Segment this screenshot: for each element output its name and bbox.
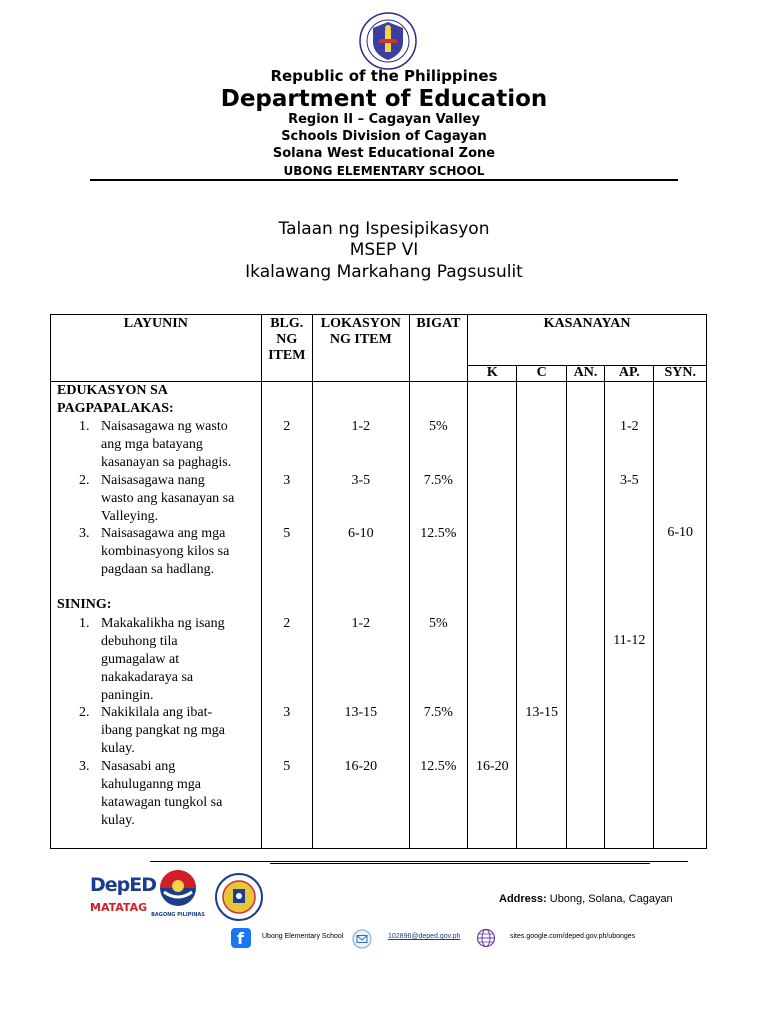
deped-logo-text: DepED bbox=[90, 874, 157, 896]
k-value: 16-20 bbox=[475, 759, 509, 774]
layunin-column bbox=[51, 382, 262, 849]
blg-value: 3 bbox=[283, 705, 291, 720]
lokasyon-value: 6-10 bbox=[347, 526, 374, 541]
objective-text: gumagalaw at bbox=[101, 652, 180, 667]
header-layunin: LAYUNIN bbox=[51, 315, 262, 382]
header-bigat: BIGAT bbox=[409, 315, 467, 382]
bagong-pilipinas-logo bbox=[150, 868, 206, 912]
objective-text: ibang pangkat ng mga bbox=[101, 723, 226, 738]
ap-value: 11-12 bbox=[613, 633, 646, 648]
region-text: Region II – Cagayan Valley bbox=[288, 112, 480, 127]
address-label: Address: bbox=[499, 893, 547, 905]
deped-matatag-logo bbox=[88, 872, 157, 920]
department-text: Department of Education bbox=[220, 86, 548, 112]
objective-text: kombinasyong kilos sa bbox=[101, 544, 230, 559]
lokasyon-value: 16-20 bbox=[344, 759, 378, 774]
bigat-value: 5% bbox=[429, 419, 448, 434]
objective-text: Naisasagawa ang mga bbox=[101, 526, 226, 541]
objective-text: ang mga batayang bbox=[101, 437, 203, 452]
header-an: AN. bbox=[566, 365, 604, 381]
section-title: PAGPAPALAKAS: bbox=[57, 401, 174, 416]
bigat-value: 12.5% bbox=[420, 526, 457, 541]
specification-table bbox=[50, 314, 707, 849]
objective-text: Nakikilala ang ibat- bbox=[101, 705, 213, 720]
objective-text: Nasasabi ang bbox=[101, 759, 176, 774]
school-name: UBONG ELEMENTARY SCHOOL bbox=[283, 164, 485, 178]
bigat-value: 5% bbox=[429, 616, 448, 631]
facebook-link[interactable]: Ubong Elementary School bbox=[262, 933, 344, 940]
an-column bbox=[566, 382, 604, 849]
title-line3: Ikalawang Markahang Pagsusulit bbox=[245, 262, 523, 282]
objective-text: Valleying. bbox=[101, 509, 159, 524]
republic-text: Republic of the Philippines bbox=[270, 67, 498, 85]
footer-divider bbox=[150, 861, 688, 862]
header-divider bbox=[90, 179, 678, 181]
blg-value: 5 bbox=[283, 526, 291, 541]
item-number: 2. bbox=[79, 705, 90, 720]
header-blg: BLG. NG ITEM bbox=[261, 315, 312, 382]
objective-text: Naisasagawa nang bbox=[101, 473, 205, 488]
header-syn: SYN. bbox=[654, 365, 707, 381]
deped-seal-logo bbox=[359, 12, 417, 70]
bigat-column bbox=[409, 382, 467, 849]
objective-text: kasanayan sa paghagis. bbox=[101, 455, 232, 470]
objective-text: paningin. bbox=[101, 688, 154, 703]
header-k: K bbox=[468, 365, 517, 381]
lokasyon-value: 13-15 bbox=[344, 705, 378, 720]
address-line bbox=[499, 892, 673, 906]
title-line2: MSEP VI bbox=[349, 240, 419, 260]
blg-column bbox=[261, 382, 312, 849]
header-lokasyon: LOKASYON NG ITEM bbox=[312, 315, 409, 382]
objective-text: katawagan tungkol sa bbox=[101, 795, 223, 810]
objective-text: debuhong tila bbox=[101, 634, 178, 649]
lokasyon-column bbox=[312, 382, 409, 849]
objective-text: wasto ang kasanayan sa bbox=[101, 491, 235, 506]
ap-value: 3-5 bbox=[619, 473, 639, 488]
k-column bbox=[468, 382, 517, 849]
ap-column bbox=[605, 382, 654, 849]
blg-value: 5 bbox=[283, 759, 291, 774]
title-line1: Talaan ng Ispesipikasyon bbox=[278, 219, 490, 239]
school-seal-logo bbox=[215, 873, 263, 921]
objective-text: kulay. bbox=[101, 813, 135, 828]
bigat-value: 12.5% bbox=[420, 759, 457, 774]
zone-text: Solana West Educational Zone bbox=[272, 146, 496, 161]
item-number: 3. bbox=[79, 526, 90, 541]
objective-text: kahuluganng mga bbox=[101, 777, 201, 792]
item-number: 2. bbox=[79, 473, 90, 488]
c-value: 13-15 bbox=[525, 705, 558, 720]
bagong-pilipinas-text: BAGONG PILIPINAS bbox=[151, 912, 205, 918]
objective-text: pagdaan sa hadlang. bbox=[101, 562, 215, 577]
facebook-icon[interactable]: f bbox=[231, 928, 251, 948]
section-title: SINING: bbox=[57, 597, 112, 612]
item-number: 1. bbox=[79, 419, 90, 434]
email-link[interactable]: 102896@deped.gov.ph bbox=[388, 933, 461, 940]
item-number: 3. bbox=[79, 759, 90, 774]
footer-divider bbox=[270, 863, 650, 864]
bigat-value: 7.5% bbox=[423, 705, 453, 720]
lokasyon-value: 1-2 bbox=[351, 616, 371, 631]
division-text: Schools Division of Cagayan bbox=[281, 129, 487, 144]
c-column bbox=[517, 382, 566, 849]
bigat-value: 7.5% bbox=[423, 473, 453, 488]
blg-value: 2 bbox=[283, 616, 291, 631]
lokasyon-value: 3-5 bbox=[351, 473, 371, 488]
website-link[interactable]: sites.google.com/deped.gov.ph/ubonges bbox=[510, 933, 636, 940]
lokasyon-value: 1-2 bbox=[351, 419, 371, 434]
objective-text: Naisasagawa ng wasto bbox=[101, 419, 228, 434]
blg-value: 2 bbox=[283, 419, 291, 434]
objective-text: kulay. bbox=[101, 741, 135, 756]
section-title: EDUKASYON SA bbox=[57, 383, 168, 398]
objective-text: Makakalikha ng isang bbox=[101, 616, 225, 631]
email-icon[interactable] bbox=[352, 929, 372, 949]
objective-text: nakakadaraya sa bbox=[101, 670, 194, 685]
address-value: Ubong, Solana, Cagayan bbox=[549, 893, 673, 905]
item-number: 1. bbox=[79, 616, 90, 631]
blg-value: 3 bbox=[283, 473, 291, 488]
matatag-text: MATATAG bbox=[90, 901, 148, 914]
ap-value: 1-2 bbox=[619, 419, 639, 434]
syn-value: 6-10 bbox=[667, 525, 694, 540]
syn-column bbox=[654, 382, 707, 849]
header-kasanayan: KASANAYAN bbox=[468, 315, 707, 366]
globe-icon[interactable] bbox=[476, 928, 496, 948]
header-ap: AP. bbox=[605, 365, 654, 381]
header-c: C bbox=[517, 365, 566, 381]
